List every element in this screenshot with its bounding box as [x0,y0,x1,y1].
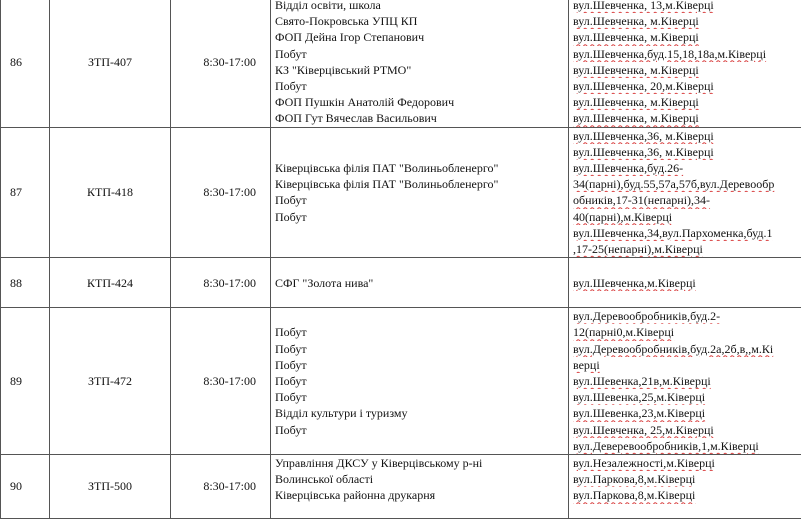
consumer-line: Управління ДКСУ у Ківерцівському р-ні [275,455,568,471]
address-line: верці [573,357,801,373]
consumer-line: ФОП Дейна Ігор Степанович [275,29,568,45]
consumer-line: Побут [275,341,568,357]
address-cell [569,258,801,308]
consumer-line: Волинської області [275,471,568,487]
consumer-line: ФОП Гут Вячеслав Васильович [275,110,568,126]
consumer-line: Побут [275,389,568,405]
consumer-line: КЗ "Ківерцівський РТМО" [275,62,568,78]
substation-name: ЗТП-407 [50,0,171,127]
substation-name: КТП-418 [50,127,171,258]
address-line: вул.Шевченка,34,вул.Пархоменка,буд.1 [573,225,801,241]
consumer-line: Побут [275,209,568,225]
consumer-line: Побут [275,192,568,208]
outage-time: 8:30-17:00 [171,0,271,127]
table-row [1,308,801,455]
address-line: вул.Шевченка,буд.26- [573,160,801,176]
address-line: 34(парні),буд.55,57а,57б,вул.Деревообр [573,176,801,192]
substation-name: КТП-424 [50,258,171,308]
address-line: вул.Шевченка, 20,м.Ківерці [573,78,801,94]
outage-time: 8:30-17:00 [171,258,271,308]
table-row [1,455,801,519]
consumer-line: Ківерцівська філія ПАТ "Волиньобленерго" [275,160,568,176]
address-line: вул.Шевченка, 13,м.Ківерці [573,0,801,13]
address-line: вул.Шевенка,23,м.Ківерці [573,405,801,421]
address-line: вул.Шевченка, м.Ківерці [573,13,801,29]
consumer-line: Побут [275,46,568,62]
row-number: 86 [1,0,50,127]
address-cell [569,308,801,455]
address-line: вул.Шевченка,буд.15,18,18а,м.Ківерці [573,46,801,62]
substation-name: ЗТП-472 [50,308,171,455]
consumer-line: Побут [275,357,568,373]
consumers-cell [271,0,569,127]
outage-time: 8:30-17:00 [171,127,271,258]
address-line: вул.Шевченка,36, м.Ківерці [573,144,801,160]
consumers-cell [271,455,569,519]
consumer-line: Побут [275,78,568,94]
address-line: вул.Шевенка,25,м.Ківерці [573,389,801,405]
row-number: 88 [1,258,50,308]
consumer-line: Ківерцівська філія ПАТ "Волиньобленерго" [275,176,568,192]
address-line: вул.Шевченка, м.Ківерці [573,94,801,110]
address-line: вул.Шевченка, м.Ківерці [573,29,801,45]
consumers-cell [271,308,569,455]
address-line: вул.Шевченка,36, м.Ківерці [573,128,801,144]
consumer-line: СФГ "Золота нива" [275,275,568,291]
address-line: вул.Шевченка, м.Ківерці [573,110,801,126]
consumer-line: Відділ культури і туризму [275,405,568,421]
table-row [1,258,801,308]
consumer-line: Відділ освіти, школа [275,0,568,13]
row-number: 89 [1,308,50,455]
address-line: вул.Деверевообробників,1,м.Ківерці [573,438,801,454]
substation-name: ЗТП-500 [50,455,171,519]
address-line: вул.Шевченка,м.Ківерці [573,275,801,291]
address-cell [569,127,801,258]
address-line: вул.Шевенка,21в,м.Ківерці [573,373,801,389]
row-number: 87 [1,127,50,258]
address-cell [569,455,801,519]
consumer-line: Ківерцівська районна друкарня [275,487,568,503]
table-row [1,0,801,127]
address-line: вул.Деревообробників,буд.2а,2б,в,,м.Кі [573,341,801,357]
address-line: вул.Незалежності,м.Ківерці [573,455,801,471]
address-line: вул.Паркова,8,м.Ківерці [573,471,801,487]
outage-time: 8:30-17:00 [171,455,271,519]
consumer-line: Побут [275,373,568,389]
address-line: вул.Шевченка, 25,м.Ківерці [573,422,801,438]
row-number: 90 [1,455,50,519]
consumer-line: Побут [275,324,568,340]
consumer-line: ФОП Пушкін Анатолій Федорович [275,94,568,110]
outage-time: 8:30-17:00 [171,308,271,455]
table-row [1,127,801,258]
address-line: вул.Деревообробників,буд.2- [573,308,801,324]
consumer-line: Свято-Покровська УПЦ КП [275,13,568,29]
address-line: обників,17-31(непарні),34- [573,192,801,208]
consumers-cell [271,258,569,308]
address-line: вул.Шевченка, м.Ківерці [573,62,801,78]
consumers-cell [271,127,569,258]
address-cell [569,0,801,127]
address-line: 40(парні),м.Ківерці [573,209,801,225]
consumer-line: Побут [275,422,568,438]
address-line: ,17-25(непарні),м.Ківерці [573,241,801,257]
address-line: вул.Паркова,8,м.Ківерці [573,487,801,503]
address-line: 12(парні0,м.Ківерці [573,324,801,340]
